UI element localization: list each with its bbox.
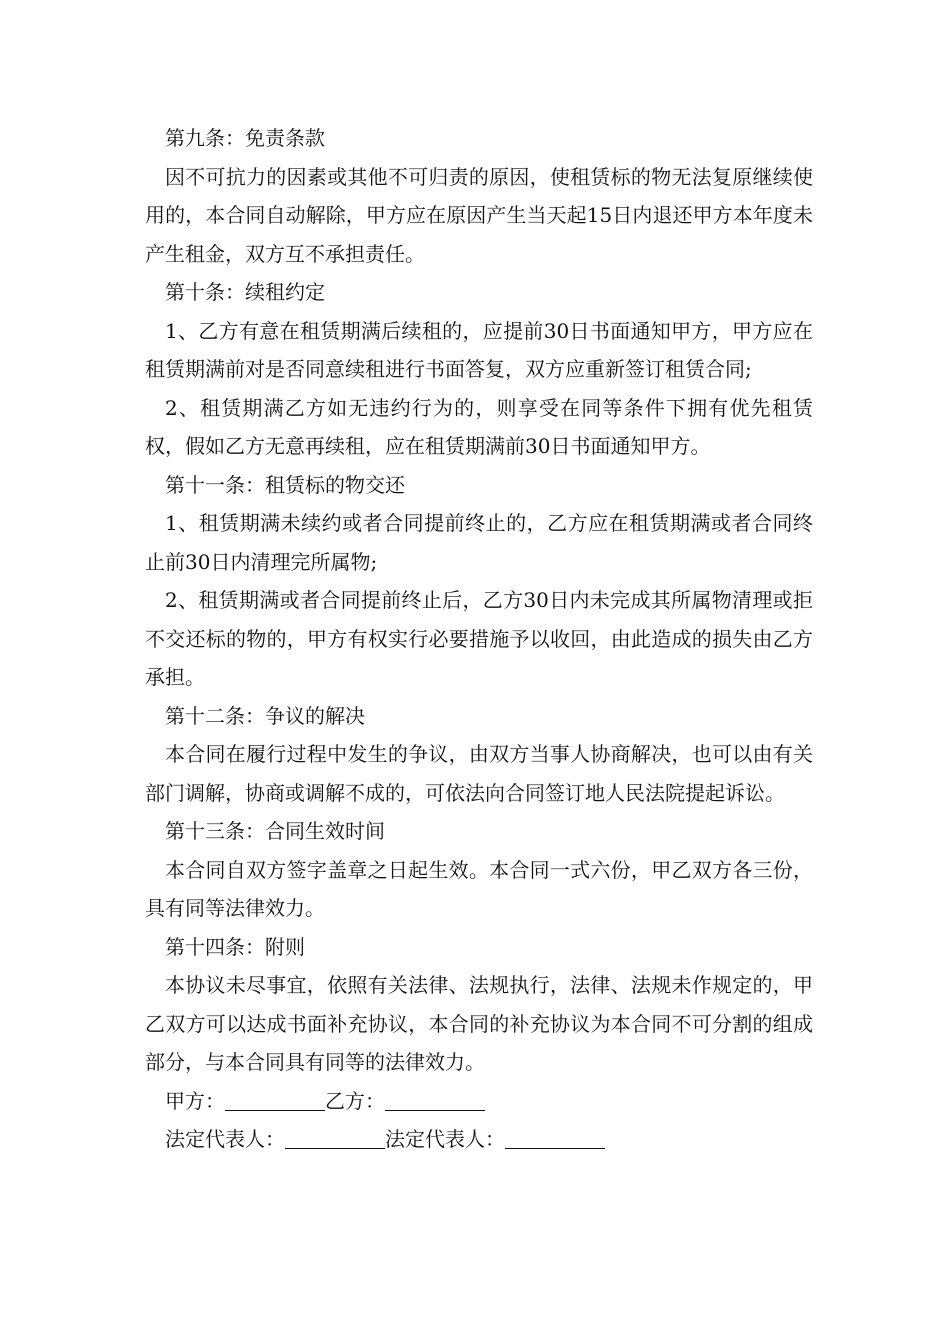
clause-paragraph: 2、租赁期满或者合同提前终止后，乙方30日内未完成其所属物清理或拒不交还标的物的，甲方有权实行必要措施予以收回，由此造成的损失由乙方承担。	[145, 588, 813, 689]
party-b-label: 乙方：	[325, 1088, 385, 1113]
clause-heading-11: 第十一条：租赁标的物交还	[165, 472, 405, 497]
party-a-representative-blank	[285, 1124, 385, 1149]
clause-heading-13: 第十三条：合同生效时间	[165, 819, 385, 843]
signature-line-parties	[145, 1082, 813, 1121]
clause-heading-14: 第十四条：附则	[165, 934, 305, 959]
clause-paragraph: 本协议未尽事宜，依照有关法律、法规执行，法律、法规未作规定的，甲乙双方可以达成书面补充协议，本合同的补充协议为本合同不可分割的组成部分，与本合同具有同等的法律效力。	[145, 973, 813, 1074]
clause-heading-10: 第十条：续租约定	[165, 280, 325, 304]
clause-paragraph: 1、乙方有意在租赁期满后续租的，应提前30日书面通知甲方，甲方应在租赁期满前对是否同意续租进行书面答复，双方应重新签订租赁合同;	[145, 318, 813, 381]
clause-paragraph: 2、租赁期满乙方如无违约行为的，则享受在同等条件下拥有优先租赁权，假如乙方无意再续租，应在租赁期满前30日书面通知甲方。	[145, 395, 813, 458]
clause-paragraph: 本合同自双方签字盖章之日起生效。本合同一式六份，甲乙双方各三份，具有同等法律效力。	[145, 857, 813, 920]
party-b-representative-label: 法定代表人：	[385, 1127, 505, 1151]
party-a-blank	[225, 1086, 325, 1111]
party-a-label: 甲方：	[165, 1088, 225, 1113]
document-body	[145, 119, 813, 1159]
signature-line-representatives	[145, 1120, 813, 1159]
party-b-representative-blank	[505, 1124, 605, 1149]
party-a-representative-label: 法定代表人：	[165, 1127, 285, 1151]
clause-heading-12: 第十二条：争议的解决	[165, 703, 365, 728]
clause-paragraph: 本合同在履行过程中发生的争议，由双方当事人协商解决，也可以由有关部门调解，协商或调解不成的，可依法向合同签订地人民法院提起诉讼。	[145, 742, 813, 805]
party-b-blank	[385, 1086, 485, 1111]
clause-heading-9: 第九条：免责条款	[165, 126, 325, 150]
clause-paragraph: 因不可抗力的因素或其他不可归责的原因，使租赁标的物无法复原继续使用的，本合同自动解除，甲方应在原因产生当天起15日内退还甲方本年度未产生租金，双方互不承担责任。	[145, 164, 813, 266]
clause-paragraph: 1、租赁期满未续约或者合同提前终止的，乙方应在租赁期满或者合同终止前30日内清理完所属物;	[145, 511, 813, 574]
